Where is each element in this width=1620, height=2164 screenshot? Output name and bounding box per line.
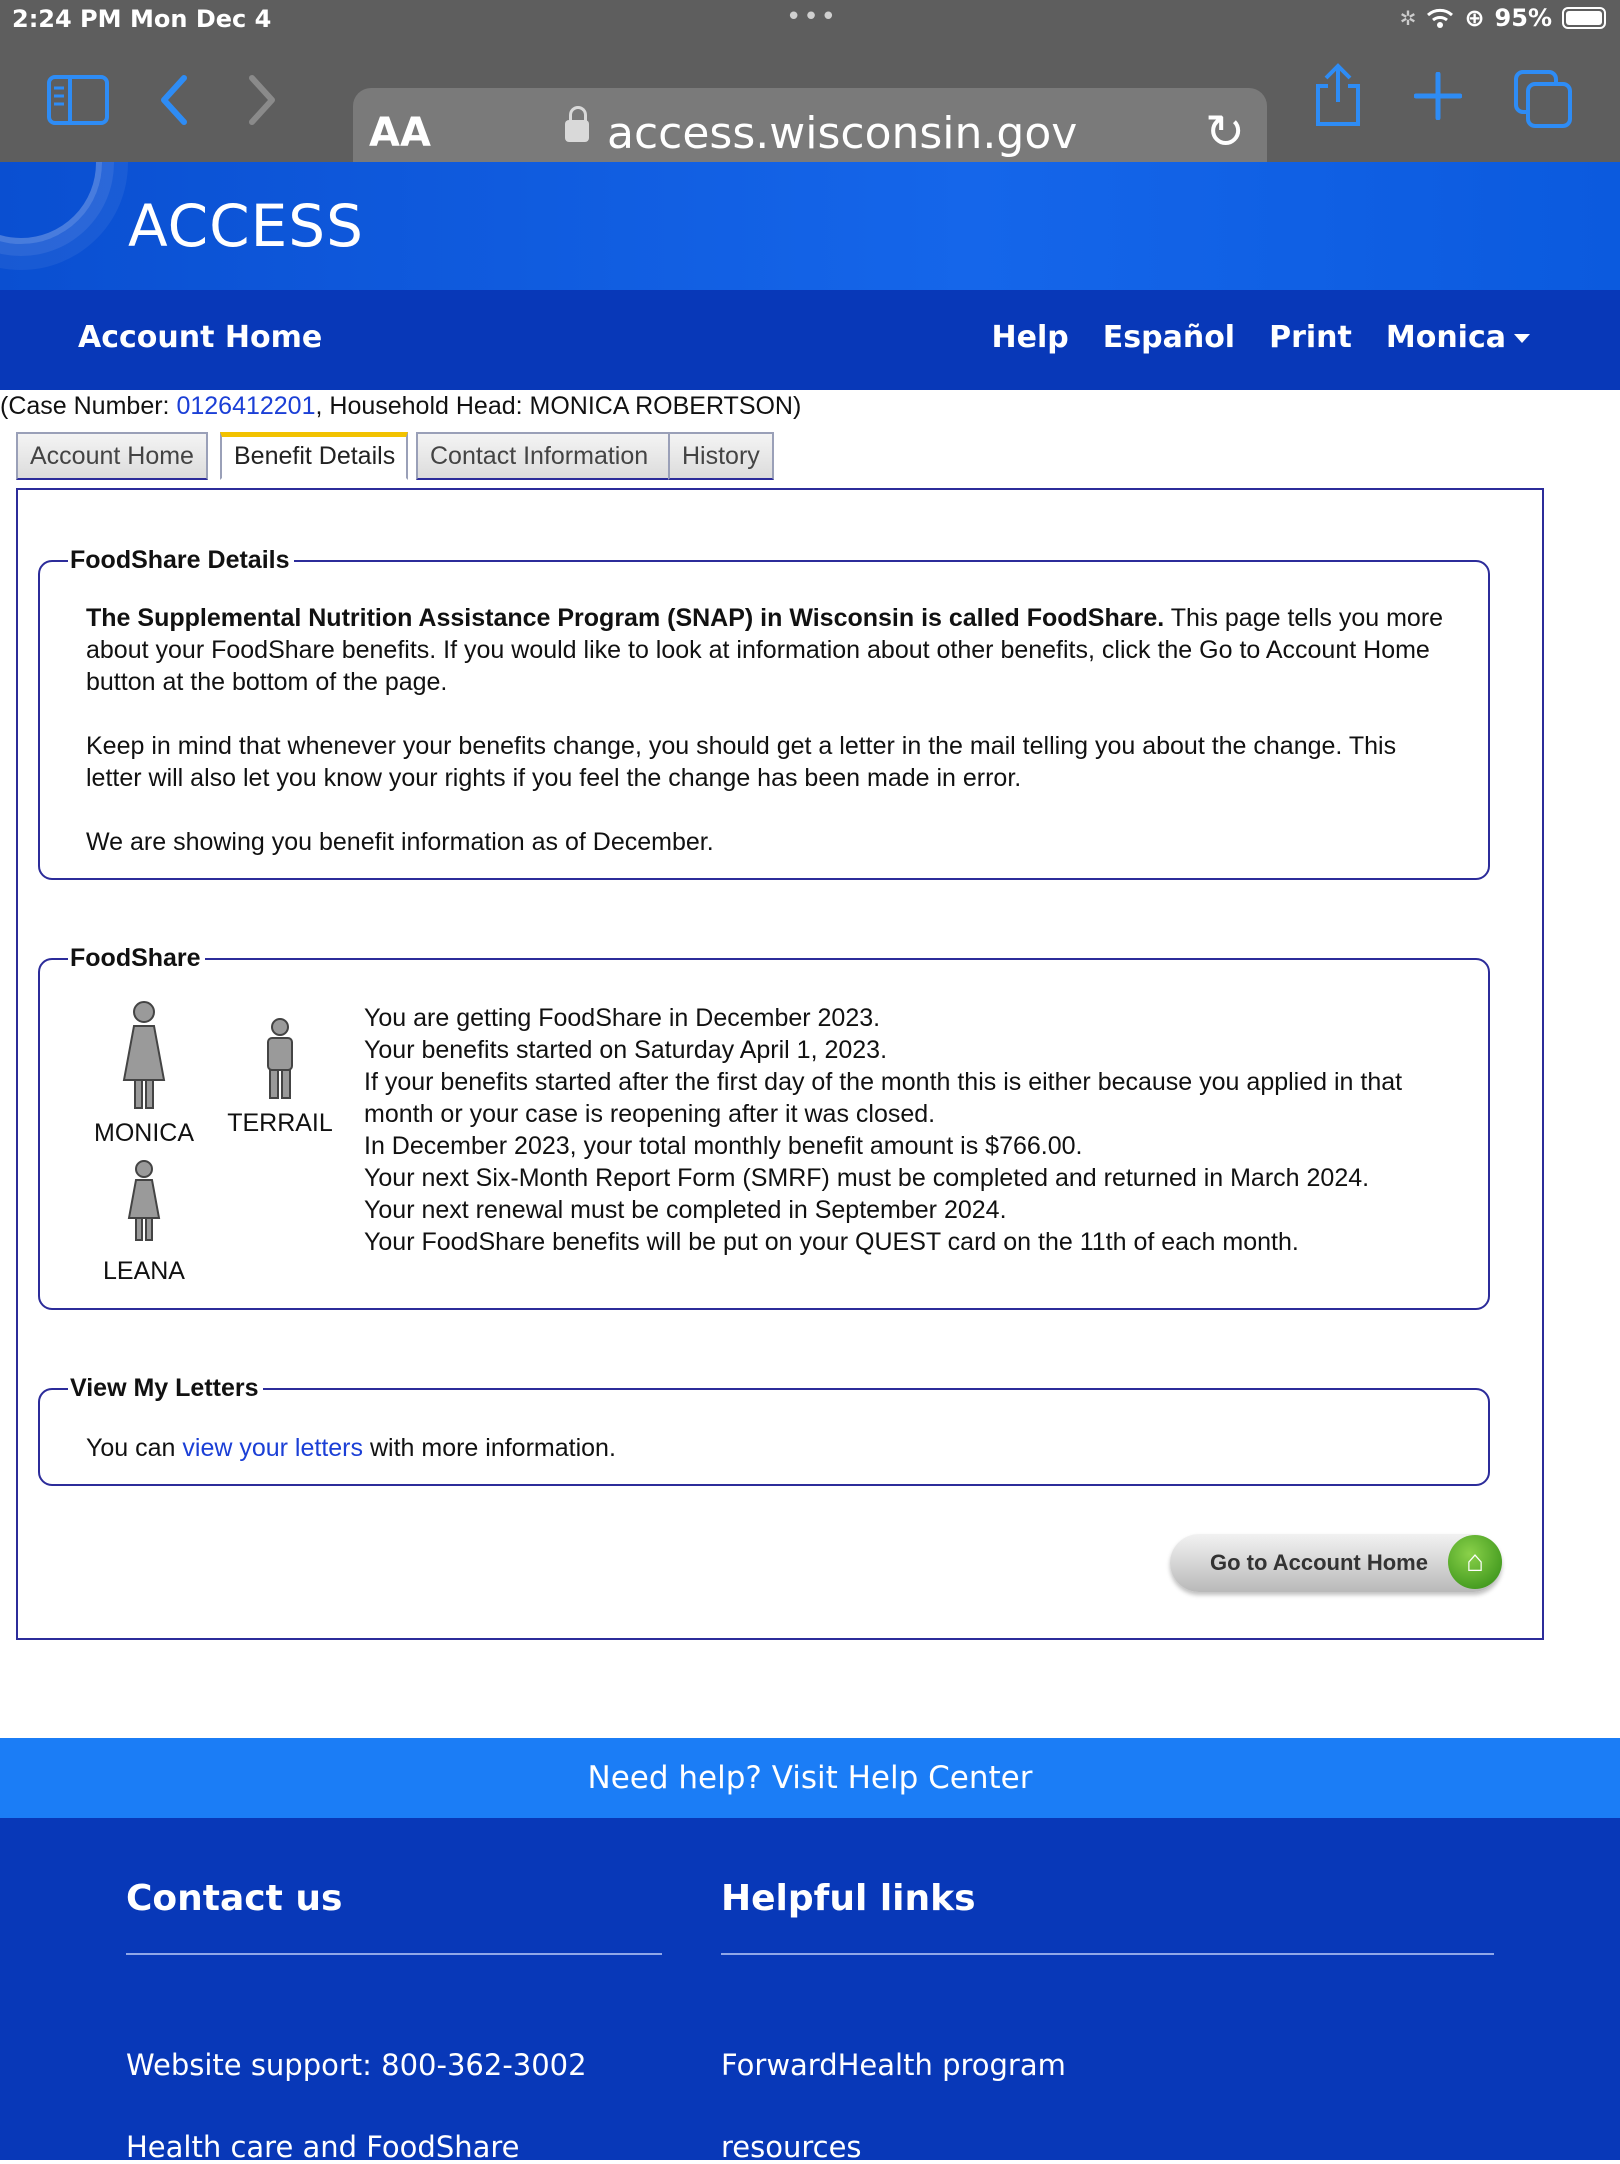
nav-help[interactable]: Help <box>991 320 1069 355</box>
adult-female-icon <box>114 1000 174 1112</box>
section-legend: FoodShare Details <box>68 546 294 575</box>
nav-print[interactable]: Print <box>1269 320 1352 355</box>
footer-link[interactable]: Website support: 800-362-3002 <box>126 2048 587 2082</box>
new-tab-icon[interactable] <box>1414 72 1462 120</box>
info-line: Your next Six-Month Report Form (SMRF) must be completed and returned in March 2024. <box>364 1164 1370 1192</box>
footer-link[interactable]: resources <box>721 2130 862 2164</box>
section-legend: FoodShare <box>68 944 205 973</box>
tab-history[interactable]: History <box>668 432 774 480</box>
user-name: Monica <box>1385 320 1506 355</box>
main-nav <box>0 290 1620 390</box>
site-logo[interactable]: ACCESS <box>128 192 364 260</box>
sidebar-icon[interactable] <box>46 74 110 126</box>
helpful-links-column <box>721 1878 1494 2164</box>
notice-paragraph: Keep in mind that whenever your benefits change, you should get a letter in the mail telling you about the change. This letter will also let you know your rights if you feel the change has been made in error. <box>86 732 1397 792</box>
home-icon: ⌂ <box>1448 1535 1502 1589</box>
info-line: Your next renewal must be completed in September 2024. <box>364 1196 1007 1224</box>
chevron-down-icon <box>1514 334 1530 343</box>
tab-account-home[interactable]: Account Home <box>16 432 208 480</box>
info-line: Your FoodShare benefits will be put on your QUEST card on the 11th of each month. <box>364 1228 1299 1256</box>
foodshare-details-section <box>38 546 1490 880</box>
forward-icon[interactable] <box>244 74 280 126</box>
tab-contact-information[interactable]: Contact Information <box>416 432 672 480</box>
help-center-link[interactable]: Need help? Visit Help Center <box>0 1738 1620 1818</box>
child-female-icon <box>121 1160 167 1244</box>
helpful-links-title: Helpful links <box>721 1878 976 1919</box>
site-header <box>0 162 1620 290</box>
intro-paragraph <box>86 602 1456 698</box>
share-icon[interactable] <box>1312 62 1364 128</box>
member-name: LEANA <box>103 1257 185 1285</box>
button-label: Go to Account Home <box>1210 1550 1428 1575</box>
tabs-overview-icon[interactable] <box>1512 68 1574 130</box>
as-of-paragraph: We are showing you benefit information as of December. <box>86 828 714 856</box>
intro-rest: This page tells you more about your FoodShare benefits. If you would like to look at information about other benefits, click the Go to Account Home button at the bottom of the page. <box>86 604 1444 696</box>
case-number-link[interactable]: 0126412201 <box>176 392 316 420</box>
child-male-icon <box>258 1018 302 1102</box>
browser-toolbar <box>0 40 1620 162</box>
household-member <box>220 1018 340 1138</box>
reload-icon[interactable]: ↻ <box>1204 104 1245 160</box>
nav-espanol[interactable]: Español <box>1102 320 1236 355</box>
contact-title: Contact us <box>126 1878 343 1919</box>
back-icon[interactable] <box>156 74 192 126</box>
orientation-lock-icon: ⊕ <box>1464 4 1485 32</box>
member-name: MONICA <box>94 1119 194 1147</box>
wifi-icon <box>1426 7 1454 29</box>
go-to-account-home-button[interactable] <box>1170 1534 1502 1592</box>
info-line: You are getting FoodShare in December 2023. <box>364 1004 881 1032</box>
view-letters-section <box>38 1374 1490 1486</box>
member-name: TERRAIL <box>227 1109 333 1137</box>
letters-pre: You can <box>86 1434 183 1462</box>
divider <box>126 1953 662 1955</box>
contact-column <box>126 1878 662 2164</box>
letters-post: with more information. <box>363 1434 616 1462</box>
info-line: Your benefits started on Saturday April 1, 2023. <box>364 1036 888 1064</box>
multitasking-dots-icon[interactable]: ••• <box>786 2 839 32</box>
case-household-head: , Household Head: MONICA ROBERTSON) <box>315 392 802 420</box>
household-member <box>84 1000 204 1148</box>
url-text[interactable]: access.wisconsin.gov <box>607 108 1078 159</box>
foodshare-info <box>364 1002 1464 1258</box>
intro-bold: The Supplemental Nutrition Assistance Program (SNAP) in Wisconsin is called FoodShare. <box>86 604 1165 632</box>
battery-icon <box>1562 7 1606 29</box>
case-prefix: (Case Number: <box>0 392 177 420</box>
household-member <box>84 1160 204 1286</box>
site-footer <box>0 1818 1620 2164</box>
battery-percent: 95% <box>1494 4 1552 32</box>
footer-link[interactable]: ForwardHealth program <box>721 2048 1066 2082</box>
nav-account-home[interactable]: Account Home <box>78 320 323 355</box>
decorative-arcs <box>0 162 102 244</box>
lock-icon <box>565 120 589 142</box>
case-info <box>0 392 801 421</box>
view-letters-link[interactable]: view your letters <box>182 1434 364 1462</box>
info-line: In December 2023, your total monthly benefit amount is $766.00. <box>364 1132 1083 1160</box>
status-time: 2:24 PM <box>12 5 122 33</box>
status-indicators <box>1400 4 1606 32</box>
foodshare-section <box>38 944 1490 1310</box>
divider <box>721 1953 1494 1955</box>
nav-user-menu[interactable] <box>1386 320 1530 355</box>
status-date: Mon Dec 4 <box>130 5 272 33</box>
status-bar <box>0 0 1620 40</box>
info-line: If your benefits started after the first day of the month this is either because you applied in that month or your case is reopening after it was closed. <box>364 1068 1403 1128</box>
text-size-button[interactable]: AA <box>369 110 431 156</box>
section-legend: View My Letters <box>68 1374 263 1403</box>
activity-icon: ✲ <box>1399 6 1417 30</box>
tab-benefit-details[interactable]: Benefit Details <box>220 432 408 480</box>
footer-link[interactable]: Health care and FoodShare <box>126 2130 520 2164</box>
letters-text <box>86 1432 616 1464</box>
